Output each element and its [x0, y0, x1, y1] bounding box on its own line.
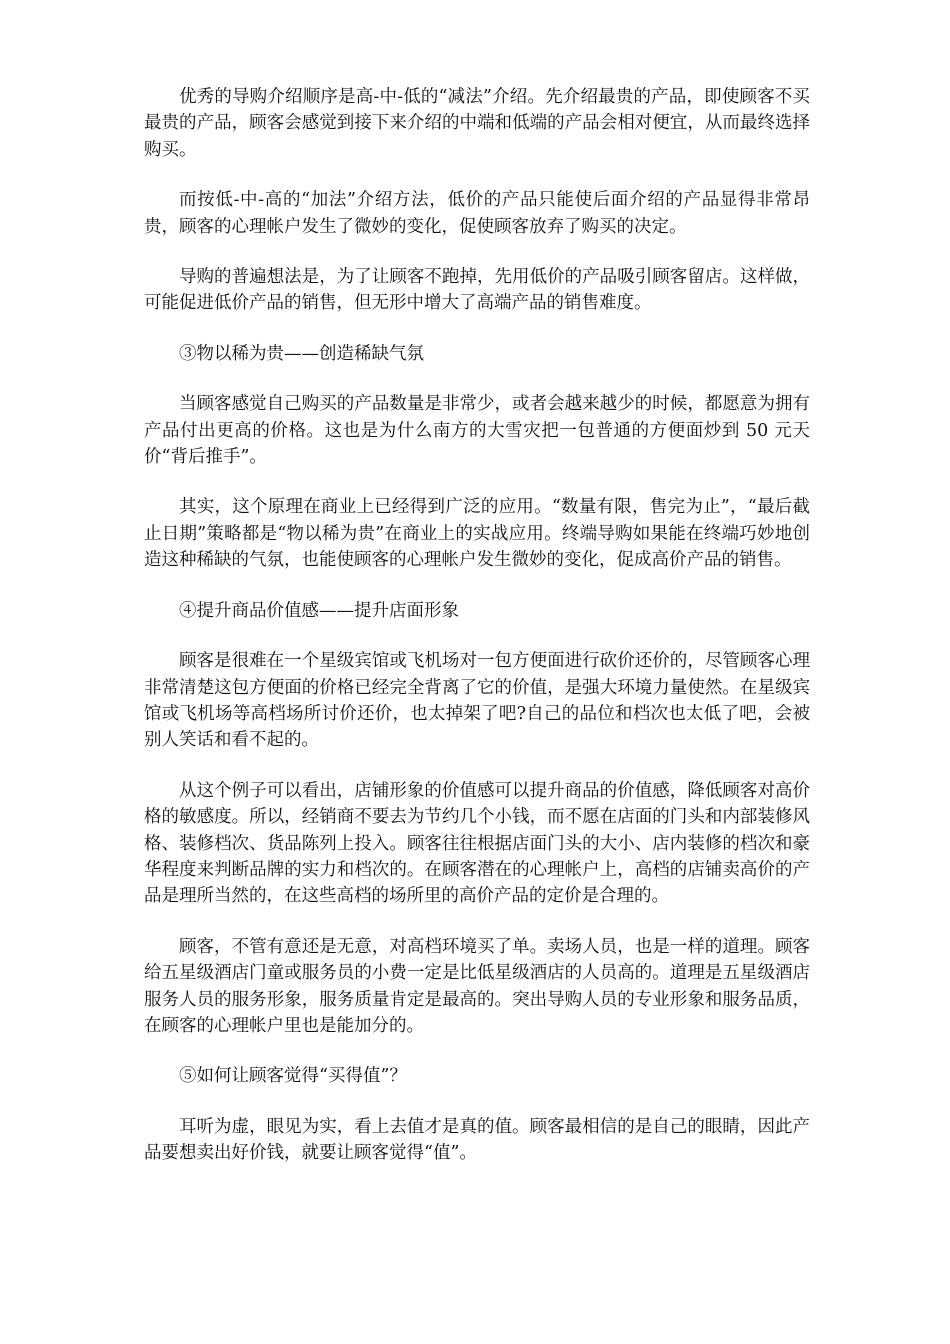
paragraph-store-value: 从这个例子可以看出，店铺形象的价值感可以提升商品的价值感，降低顾客对高价格的敏感度。所以，经销商不要去为节约几个小钱，而不愿在店面的门头和内部装修风格、装修档次、货品陈列上投入。顾客往往根据店面门头的大小、店内装修的档次和豪华程度来判断品牌的实力和档次的。在顾客潜在的心理帐户上，高档的店铺卖高价的产品是理所当然的，在这些高档的场所里的高价产品的定价是合理的。 — [144, 780, 810, 907]
section-heading-store-image: ④提升商品价值感——提升店面形象 — [179, 600, 459, 621]
section-heading-scarcity: ③物以稀为贵——创造稀缺气氛 — [179, 343, 424, 364]
paragraph-high-mid-low: 优秀的导购介绍顺序是高-中-低的“减法”介绍。先介绍最贵的产品，即使顾客不买最贵的产品，顾客会感觉到接下来介绍的中端和低端的产品会相对便宜，从而最终选择购买。 — [144, 87, 810, 160]
section-heading-worth-buying: ⑤如何让顾客觉得“买得值”？ — [179, 1066, 407, 1087]
paragraph-hotel-example: 顾客是很难在一个星级宾馆或飞机场对一包方便面进行砍价还价的，尽管顾客心理非常清楚这包方便面的价格已经完全背离了它的价值，是强大环境力量使然。在星级宾馆或飞机场等高档场所讨价还价，也太掉架了吧?自己的品位和档次也太低了吧，会被别人笑话和看不起的。 — [144, 651, 810, 751]
paragraph-scarcity-price: 当顾客感觉自己购买的产品数量是非常少，或者会越来越少的时候，都愿意为拥有产品付出更高的价格。这也是为什么南方的大雪灾把一包普通的方便面炒到 50 元天价“背后推手”。 — [144, 394, 810, 468]
paragraph-service-image: 顾客，不管有意还是无意，对高档环境买了单。卖场人员，也是一样的道理。顾客给五星级酒店门童或服务员的小费一定是比低星级酒店的人员高的。道理是五星级酒店服务人员的服务形象，服务质量肯定是最高的。突出导购人员的专业形象和服务品质，在顾客的心理帐户里也是能加分的。 — [144, 936, 810, 1036]
paragraph-seeing-is-believing: 耳听为虚，眼见为实，看上去值才是真的值。顾客最相信的是自己的眼睛，因此产品要想卖出好价钱，就要让顾客觉得“值”。 — [144, 1116, 810, 1164]
document-page — [144, 84, 810, 1191]
paragraph-low-mid-high: 而按低-中-高的“加法”介绍方法，低价的产品只能使后面介绍的产品显得非常昂贵，顾客的心理帐户发生了微妙的变化，促使顾客放弃了购买的决定。 — [144, 190, 810, 237]
paragraph-common-approach: 导购的普遍想法是，为了让顾客不跑掉，先用低价的产品吸引顾客留店。这样做，可能促进低价产品的销售，但无形中增大了高端产品的销售难度。 — [144, 267, 810, 314]
paragraph-scarcity-application: 其实，这个原理在商业上已经得到广泛的应用。“数量有限，售完为止”，“最后截止日期”策略都是“物以稀为贵”在商业上的实战应用。终端导购如果能在终端巧妙地创造这种稀缺的气氛，也能使顾客的心理帐户发生微妙的变化，促成高价产品的销售。 — [144, 497, 810, 571]
